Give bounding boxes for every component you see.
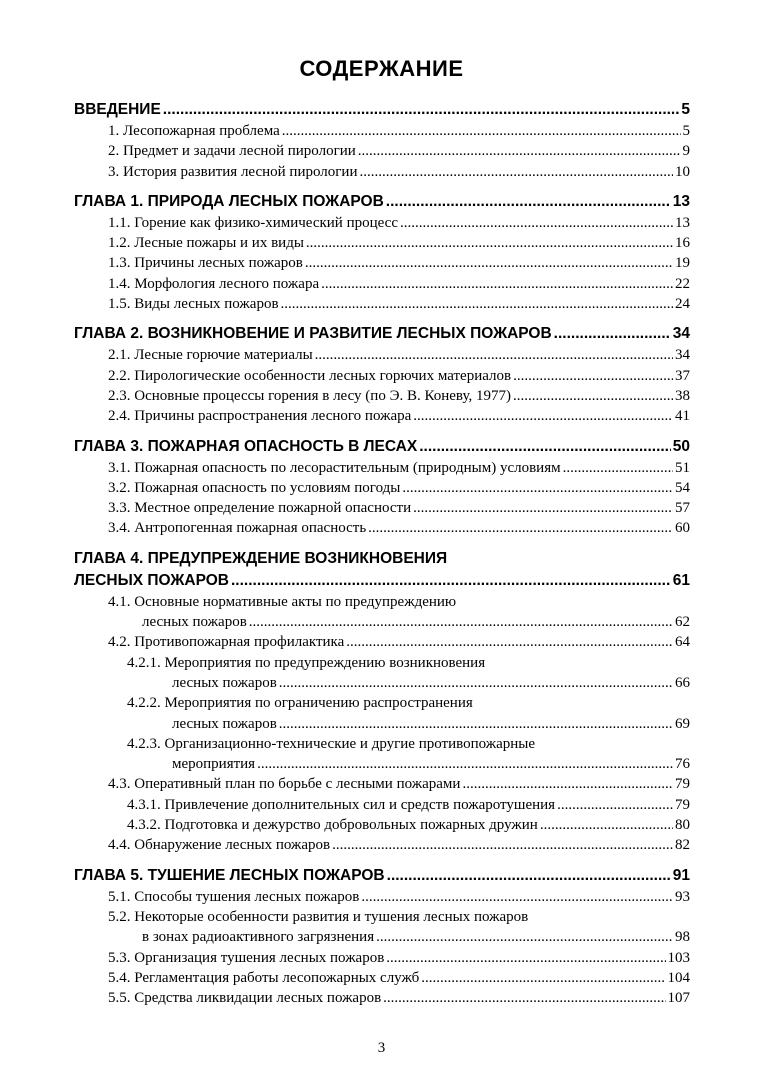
chapter-title: ВВЕДЕНИЕ — [74, 101, 161, 118]
toc-entry[interactable] — [74, 988, 690, 1008]
entry-title: 4.1. Основные нормативные акты по предупреждению — [108, 593, 457, 610]
chapter-title: ГЛАВА 4. ПРЕДУПРЕЖДЕНИЕ ВОЗНИКНОВЕНИЯ — [74, 549, 448, 567]
entry-title: 4.4. Обнаружение лесных пожаров — [108, 837, 331, 854]
page-ref: 9 — [682, 143, 690, 160]
leader-dots — [282, 121, 681, 141]
entry-title: 4.2.2. Мероприятия по ограничению распространения — [127, 695, 473, 712]
leader-dots — [557, 795, 673, 815]
page-ref: 5 — [682, 123, 690, 139]
toc-entry[interactable] — [74, 498, 690, 518]
leader-dots — [383, 988, 665, 1008]
entry-title: 2.3. Основные процессы горения в лесу (по Э. В. Коневу, 1977) — [108, 387, 511, 404]
leader-dots — [513, 366, 673, 386]
page-ref: 41 — [675, 408, 690, 425]
leader-dots — [540, 815, 673, 835]
page-ref: 34 — [672, 325, 690, 343]
toc-chapter-5[interactable] — [74, 865, 690, 887]
leader-dots — [315, 345, 673, 365]
leader-dots — [421, 968, 665, 988]
toc-chapter-4-line1[interactable] — [74, 548, 690, 570]
entry-title: 4.3.1. Привлечение дополнительных сил и средств пожаротушения — [127, 796, 556, 813]
toc-subentry[interactable] — [74, 815, 690, 835]
page-ref: 24 — [675, 296, 690, 313]
table-of-contents — [74, 96, 690, 1008]
leader-dots — [231, 570, 671, 592]
toc-entry[interactable] — [74, 366, 690, 386]
leader-dots — [368, 518, 673, 538]
toc-entry[interactable] — [74, 294, 690, 314]
entry-title: 2. Предмет и задачи лесной пирологии — [108, 143, 356, 160]
leader-dots — [332, 835, 673, 855]
leader-dots — [402, 478, 673, 498]
leader-dots — [419, 436, 671, 458]
entry-title-continued: мероприятия — [172, 756, 256, 773]
page-ref: 5 — [681, 101, 690, 118]
toc-entry[interactable] — [74, 213, 690, 233]
entry-title: 4.3.2. Подготовка и дежурство добровольных пожарных дружин — [127, 817, 538, 834]
leader-dots — [358, 141, 681, 161]
toc-chapter-1[interactable] — [74, 191, 690, 213]
leader-dots — [257, 754, 673, 774]
entry-title: 1.1. Горение как физико-химический процесс — [108, 214, 398, 231]
page-ref: 104 — [667, 969, 690, 986]
leader-dots — [306, 233, 673, 253]
leader-dots — [387, 865, 671, 887]
entry-title: 5.2. Некоторые особенности развития и тушения лесных пожаров — [108, 908, 529, 925]
page-ref: 107 — [667, 990, 690, 1007]
page-ref: 79 — [675, 796, 690, 813]
page-ref: 64 — [675, 634, 690, 651]
page-ref: 60 — [675, 520, 690, 537]
toc-subentry-continued[interactable] — [74, 673, 690, 693]
page-ref: 103 — [667, 949, 690, 966]
toc-entry[interactable] — [74, 121, 690, 141]
toc-entry[interactable] — [74, 948, 690, 968]
page-ref: 10 — [675, 163, 690, 180]
entry-title: 3.2. Пожарная опасность по условиям погоды — [108, 479, 401, 496]
toc-entry[interactable] — [74, 406, 690, 426]
chapter-title-continued: ЛЕСНЫХ ПОЖАРОВ — [74, 571, 229, 589]
page-ref: 13 — [675, 214, 690, 231]
toc-introduction[interactable] — [74, 99, 690, 121]
page-ref: 22 — [675, 275, 690, 292]
entry-title: 4.3. Оперативный план по борьбе с лесными пожарами — [108, 776, 461, 793]
leader-dots — [376, 927, 673, 947]
page-ref: 50 — [672, 437, 690, 455]
entry-title: 5.3. Организация тушения лесных пожаров — [108, 949, 385, 966]
toc-entry[interactable] — [74, 274, 690, 294]
chapter-title: ГЛАВА 3. ПОЖАРНАЯ ОПАСНОСТЬ В ЛЕСАХ — [74, 437, 418, 455]
leader-dots — [321, 274, 673, 294]
toc-entry[interactable] — [74, 386, 690, 406]
toc-entry-continued[interactable] — [74, 927, 690, 947]
leader-dots — [281, 294, 673, 314]
page-ref: 54 — [675, 479, 690, 496]
toc-entry[interactable] — [74, 518, 690, 538]
page-ref: 13 — [672, 192, 690, 210]
toc-chapter-2[interactable] — [74, 323, 690, 345]
toc-entry[interactable] — [74, 835, 690, 855]
page-ref: 79 — [675, 776, 690, 793]
page-ref: 34 — [675, 347, 690, 364]
entry-title: 5.5. Средства ликвидации лесных пожаров — [108, 990, 382, 1007]
page-ref: 37 — [675, 367, 690, 384]
toc-subentry-continued[interactable] — [74, 714, 690, 734]
leader-dots — [346, 632, 673, 652]
entry-title: 2.4. Причины распространения лесного пожара — [108, 408, 412, 425]
toc-subentry[interactable] — [74, 653, 690, 673]
chapter-title: ГЛАВА 1. ПРИРОДА ЛЕСНЫХ ПОЖАРОВ — [74, 192, 384, 210]
leader-dots — [386, 948, 665, 968]
page-ref: 19 — [675, 255, 690, 272]
entry-title-continued: лесных пожаров — [172, 715, 277, 732]
entry-title: 1.4. Морфология лесного пожара — [108, 275, 320, 292]
page-ref: 38 — [675, 387, 690, 404]
leader-dots — [563, 458, 673, 478]
toc-entry[interactable] — [74, 162, 690, 182]
page-ref: 80 — [675, 817, 690, 834]
leader-dots — [359, 162, 673, 182]
toc-entry[interactable] — [74, 458, 690, 478]
entry-title: 4.2. Противопожарная профилактика — [108, 634, 345, 651]
toc-entry[interactable] — [74, 141, 690, 161]
leader-dots — [513, 386, 673, 406]
toc-entry[interactable] — [74, 233, 690, 253]
entry-title: 3.3. Местное определение пожарной опасности — [108, 500, 412, 517]
toc-entry[interactable] — [74, 478, 690, 498]
toc-entry[interactable] — [74, 907, 690, 927]
toc-entry[interactable] — [74, 345, 690, 365]
entry-title: 1.2. Лесные пожары и их виды — [108, 235, 304, 252]
toc-entry[interactable] — [74, 592, 690, 612]
leader-dots — [413, 498, 673, 518]
toc-subentry[interactable] — [74, 734, 690, 754]
toc-chapter-4-line2[interactable] — [74, 570, 690, 592]
leader-dots — [413, 406, 673, 426]
leader-dots — [361, 887, 673, 907]
leader-dots — [386, 191, 671, 213]
page-ref: 76 — [675, 756, 690, 773]
entry-title: 5.4. Регламентация работы лесопожарных служб — [108, 969, 420, 986]
toc-entry[interactable] — [74, 968, 690, 988]
page-ref: 66 — [675, 674, 690, 691]
toc-entry[interactable] — [74, 887, 690, 907]
leader-dots — [554, 323, 671, 345]
entry-title: 2.1. Лесные горючие материалы — [108, 347, 313, 364]
page-ref: 93 — [675, 888, 690, 905]
entry-title-continued: в зонах радиоактивного загрязнения — [142, 929, 375, 946]
leader-dots — [462, 774, 673, 794]
entry-title: 4.2.1. Мероприятия по предупреждению возникновения — [127, 654, 486, 671]
leader-dots — [163, 99, 680, 121]
entry-title: 1.3. Причины лесных пожаров — [108, 255, 303, 272]
leader-dots — [400, 213, 673, 233]
leader-dots — [279, 673, 673, 693]
entry-title-continued: лесных пожаров — [142, 614, 247, 631]
toc-subentry-continued[interactable] — [74, 754, 690, 774]
toc-entry[interactable] — [74, 774, 690, 794]
entry-title: 1.5. Виды лесных пожаров — [108, 296, 279, 313]
page-ref: 62 — [675, 614, 690, 631]
entry-title: 2.2. Пирологические особенности лесных горючих материалов — [108, 367, 512, 384]
page-ref: 98 — [675, 929, 690, 946]
entry-title: 3. История развития лесной пирологии — [108, 163, 358, 180]
entry-title: 3.4. Антропогенная пожарная опасность — [108, 520, 367, 537]
page-ref: 91 — [672, 866, 690, 884]
leader-dots — [305, 253, 673, 273]
toc-subentry[interactable] — [74, 693, 690, 713]
toc-chapter-3[interactable] — [74, 436, 690, 458]
chapter-title: ГЛАВА 5. ТУШЕНИЕ ЛЕСНЫХ ПОЖАРОВ — [74, 866, 385, 884]
toc-entry[interactable] — [74, 253, 690, 273]
page-ref: 69 — [675, 715, 690, 732]
entry-title: 1. Лесопожарная проблема — [108, 123, 280, 139]
page-ref: 16 — [675, 235, 690, 252]
page-ref: 61 — [672, 571, 690, 589]
toc-entry-continued[interactable] — [74, 612, 690, 632]
chapter-title: ГЛАВА 2. ВОЗНИКНОВЕНИЕ И РАЗВИТИЕ ЛЕСНЫХ ПОЖАРОВ — [74, 325, 552, 343]
entry-title: 5.1. Способы тушения лесных пожаров — [108, 888, 360, 905]
leader-dots — [249, 612, 673, 632]
page-ref: 82 — [675, 837, 690, 854]
entry-title-continued: лесных пожаров — [172, 674, 277, 691]
entry-title: 3.1. Пожарная опасность по лесорастительным (природным) условиям — [108, 459, 561, 476]
page-ref: 51 — [675, 459, 690, 476]
toc-entry[interactable] — [74, 632, 690, 652]
leader-dots — [279, 714, 673, 734]
page-ref: 57 — [675, 500, 690, 517]
page-title: СОДЕРЖАНИЕ — [299, 56, 464, 81]
toc-subentry[interactable] — [74, 795, 690, 815]
page-number: 3 — [377, 1040, 386, 1056]
entry-title: 4.2.3. Организационно-технические и другие противопожарные — [127, 735, 536, 752]
